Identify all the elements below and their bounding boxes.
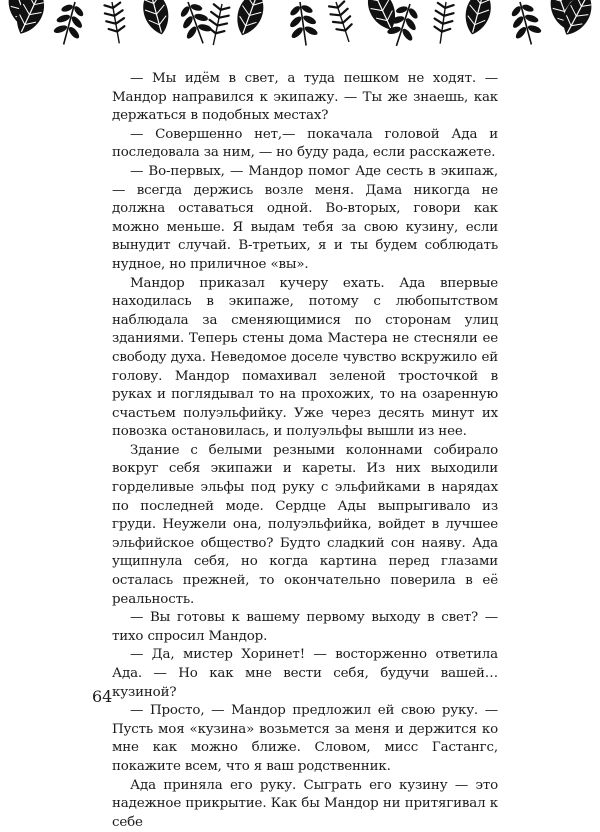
paragraph: — Совершенно нет,— покачала головой Ада и последовала за ним, — но буду рада, если расскажете. — [112, 126, 498, 161]
paragraph: Мандор приказал кучеру ехать. Ада впервые находилась в экипаже, потому с любопытством наблюдала за сменяющимися по сторонам улиц зданиями. Теперь стены дома Мастера не стесняли ее свободу духа. Неведомое доселе чувство вскружило ей голову. Мандор помахивал зеленой тросточкой в руках и поглядывал то на прохожих, то на озаренную счастьем полуэльфийку. Уже через десять минут их повозка остановилась, и полуэльфы вышли из нее. — [112, 275, 498, 440]
paragraph: — Мы идём в свет, а туда пешком не ходят. — Мандор направился к экипажу. — Ты же знаешь, как держаться в подобных местах? — [112, 71, 498, 124]
leaf-ornament-border — [0, 0, 600, 60]
page-text — [112, 70, 498, 832]
paragraph: Здание с белыми резными колоннами собирало вокруг себя экипажи и кареты. Из них выходили горделивые эльфы под руку с эльфийками в нарядах по последней моде. Сердце Ады выпрыгивало из груди. Неужели она, полуэльфийка, войдет в лучшее эльфийское общество? Будто сладкий сон наяву. Ада ущипнула себя, но когда картина перед глазами осталась прежней, то окончательно поверила в её реальность. — [112, 442, 498, 607]
paragraph: — Да, мистер Хоринет! — восторженно ответила Ада. — Но как мне вести себя, будучи вашей… кузиной? — [112, 647, 498, 700]
paragraph: Ада приняла его руку. Сыграть его кузину — это надежное прикрытие. Как бы Мандор ни притягивал к себе — [112, 777, 498, 830]
paragraph: — Во-первых, — Мандор помог Аде сесть в экипаж, — всегда держись возле меня. Дама никогда не должна оставаться одной. Во-вторых, говори как можно меньше. Я выдам тебя за свою кузину, если вынудит случай. В-третьих, я и ты будем соблюдать нудное, но приличное «вы». — [112, 163, 498, 272]
page-number: 64 — [92, 687, 113, 706]
paragraph: — Вы готовы к вашему первому выходу в свет? — тихо спросил Мандор. — [112, 610, 498, 644]
paragraph: — Просто, — Мандор предложил ей свою руку. — Пусть моя «кузина» возьмется за меня и держится ко мне как можно ближе. Словом, мисс Гастангс, покажите всем, что я ваш родственник. — [112, 703, 498, 774]
